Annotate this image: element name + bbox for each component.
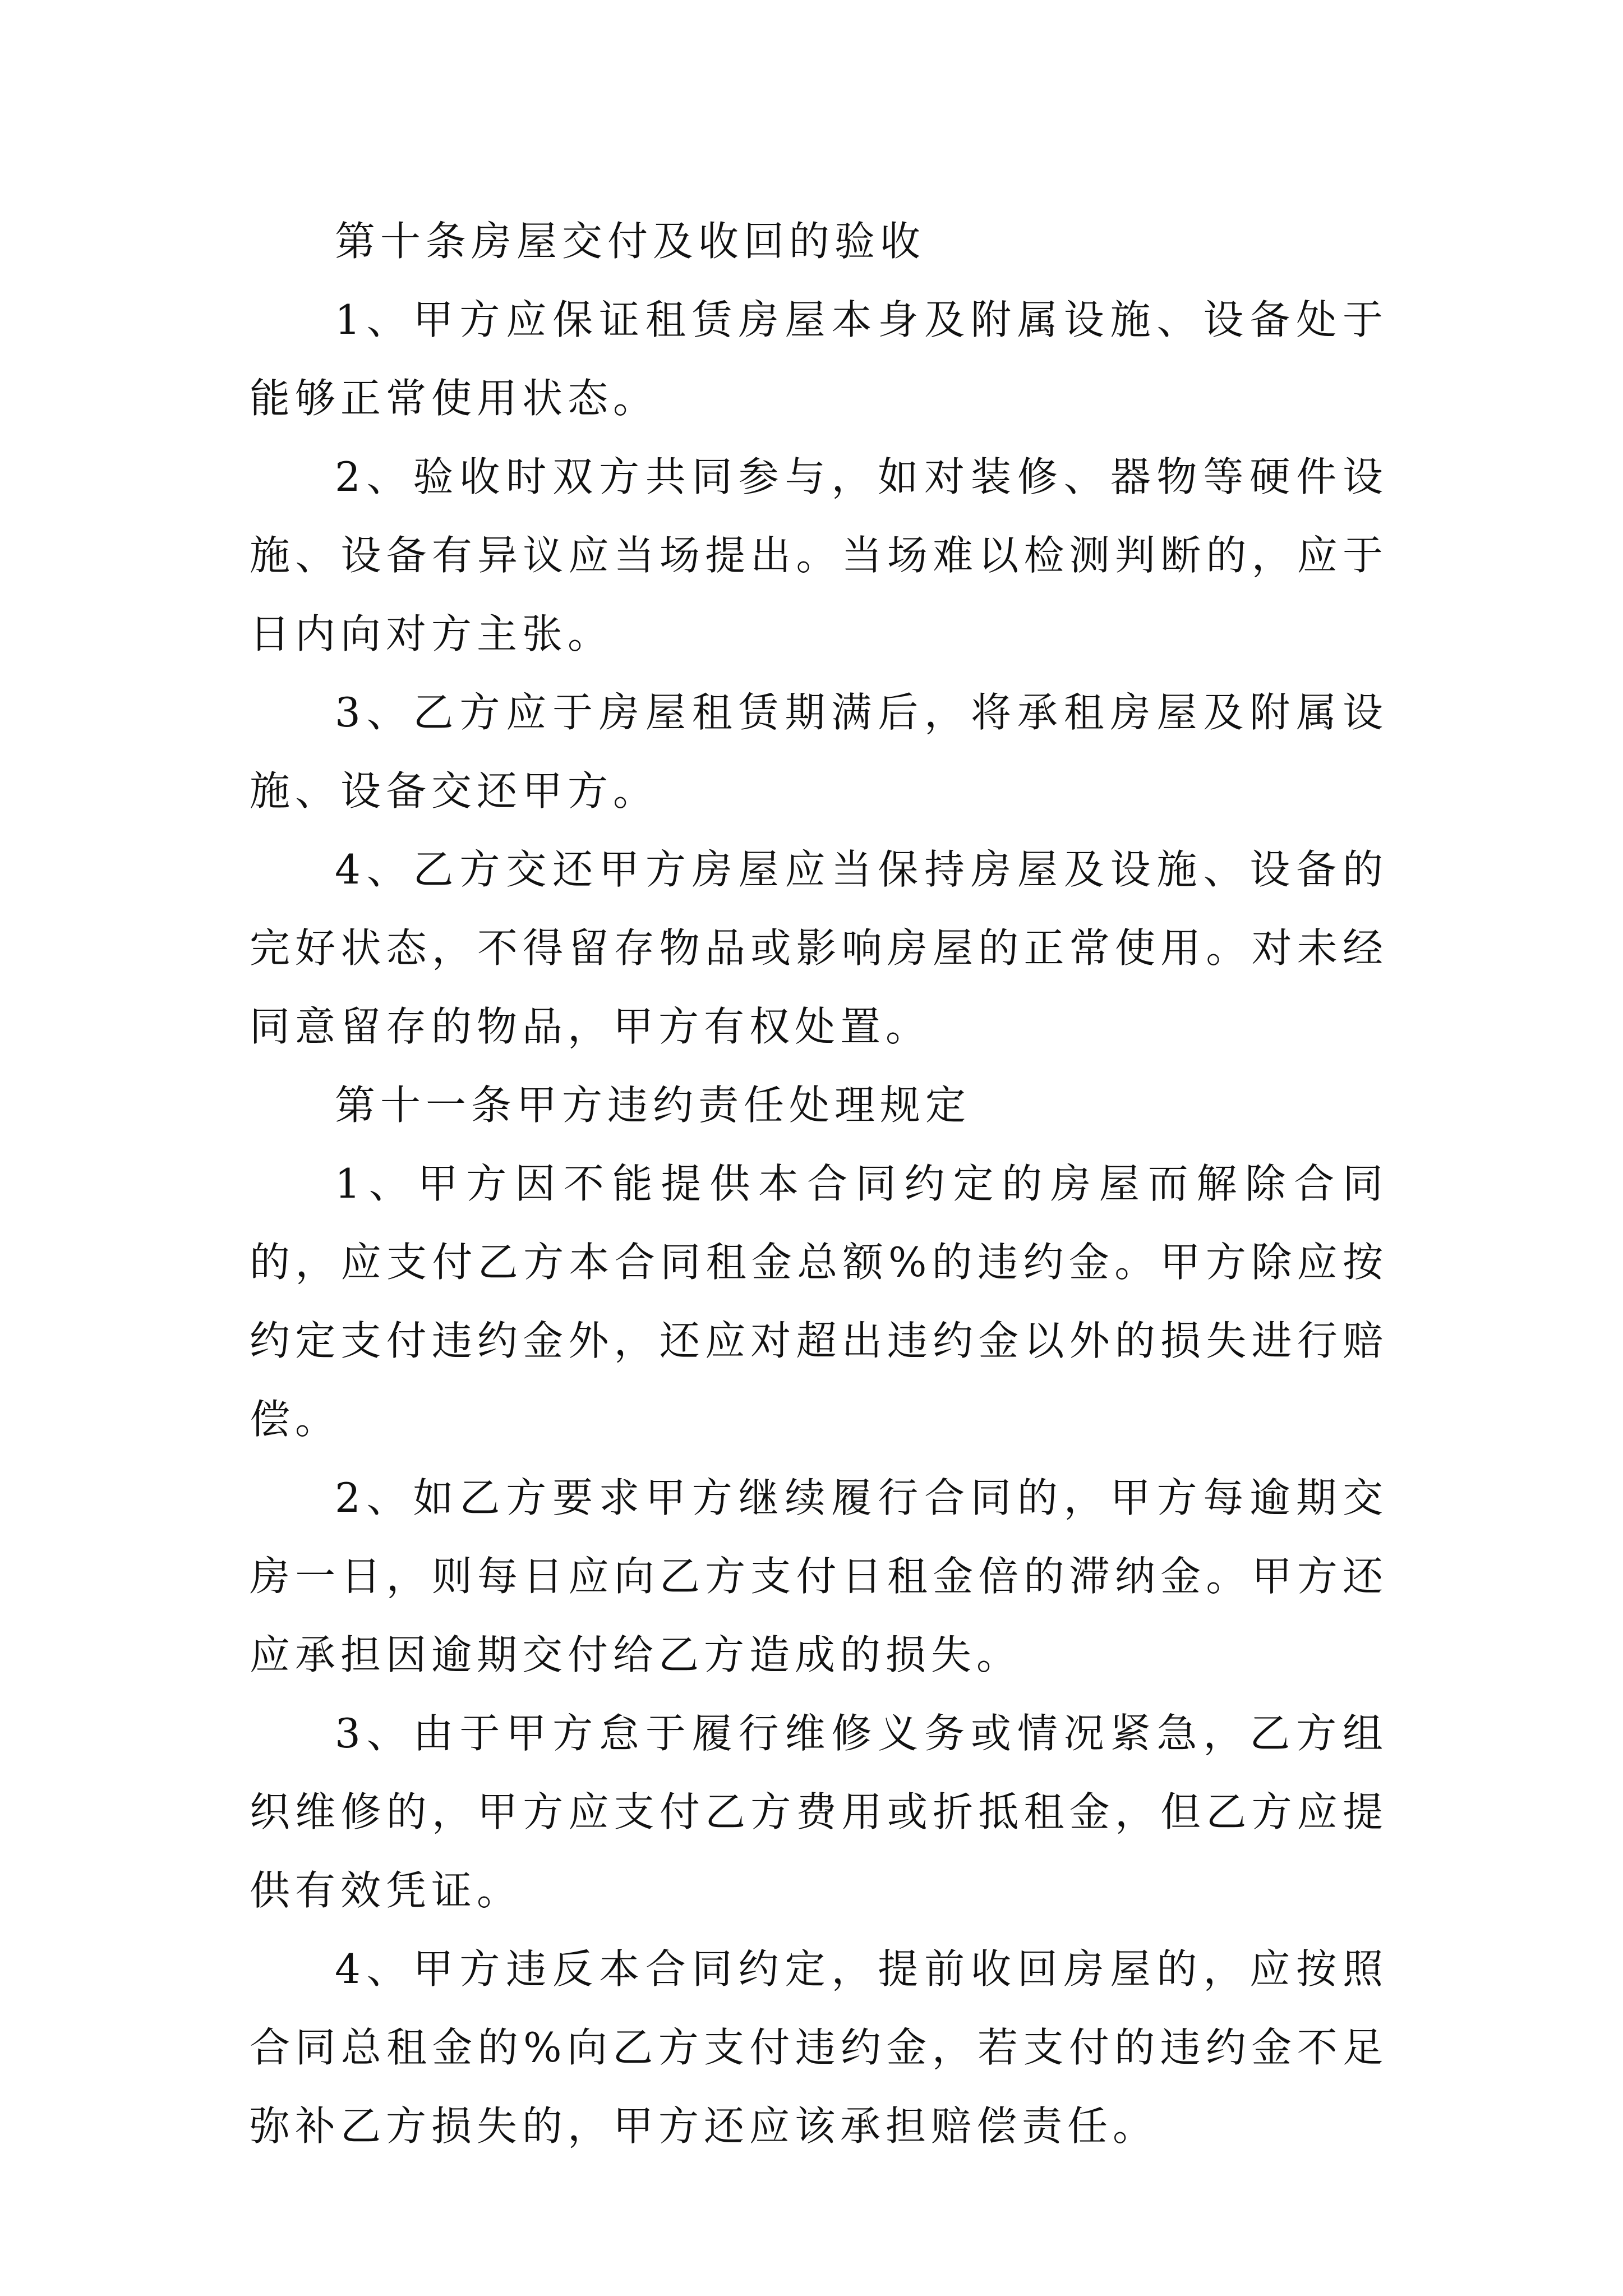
section-11-item-1: 1、甲方因不能提供本合同约定的房屋而解除合同的，应支付乙方本合同租金总额%的违约金。甲方除应按约定支付违约金外，还应对超出违约金以外的损失进行赔偿。 bbox=[250, 1160, 1388, 1443]
section-10-item-1: 1、甲方应保证租赁房屋本身及附属设施、设备处于能够正常使用状态。 bbox=[250, 296, 1388, 422]
section-10-item-2: 2、验收时双方共同参与，如对装修、器物等硬件设施、设备有异议应当场提出。当场难以检测判断的，应于日内向对方主张。 bbox=[250, 453, 1388, 657]
section-11-item-2: 2、如乙方要求甲方继续履行合同的，甲方每逾期交房一日，则每日应向乙方支付日租金倍的滞纳金。甲方还应承担因逾期交付给乙方造成的损失。 bbox=[250, 1474, 1388, 1678]
section-10-item-3: 3、乙方应于房屋租赁期满后，将承租房屋及附属设施、设备交还甲方。 bbox=[250, 689, 1388, 815]
section-11-item-3: 3、由于甲方怠于履行维修义务或情况紧急，乙方组织维修的，甲方应支付乙方费用或折抵租金，但乙方应提供有效凭证。 bbox=[250, 1710, 1388, 1914]
section-11-heading: 第十一条甲方违约责任处理规定 bbox=[335, 1082, 971, 1129]
section-10-heading: 第十条房屋交付及收回的验收 bbox=[335, 218, 926, 265]
section-11-item-4: 4、甲方违反本合同约定，提前收回房屋的，应按照合同总租金的%向乙方支付违约金，若支付的违约金不足弥补乙方损失的，甲方还应该承担赔偿责任。 bbox=[250, 1945, 1388, 2150]
section-10-item-4: 4、乙方交还甲方房屋应当保持房屋及设施、设备的完好状态，不得留存物品或影响房屋的正常使用。对未经同意留存的物品，甲方有权处置。 bbox=[250, 846, 1388, 1050]
document-body bbox=[250, 202, 1388, 2165]
